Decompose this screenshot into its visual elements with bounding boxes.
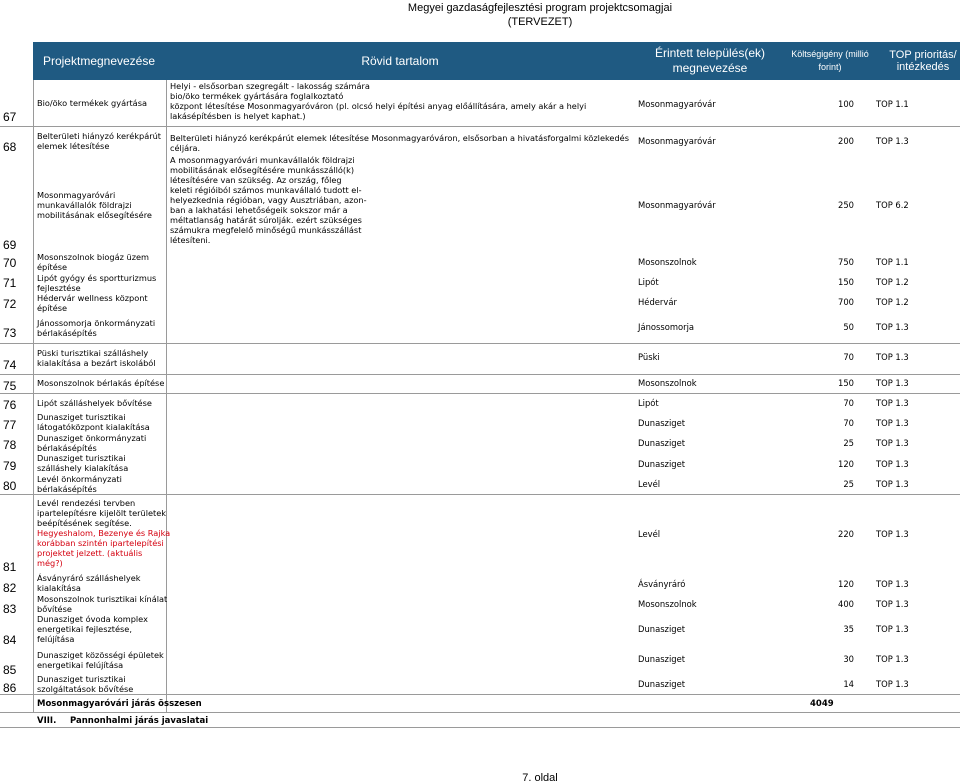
project-name: Levél önkormányzati bérlakásépítés [37, 474, 122, 494]
project-name: Dunasziget turisztikai szolgáltatások bővítése [37, 674, 134, 694]
cost: 30 [843, 654, 854, 664]
row-number: 86 [3, 681, 17, 695]
cost: 25 [843, 438, 854, 448]
location: Hédervár [638, 297, 677, 307]
grid-line [0, 343, 960, 344]
project-name: Dunasziget turisztikai látogatóközpont kialakítása [37, 412, 150, 432]
priority: TOP 1.3 [876, 529, 909, 539]
priority: TOP 1.3 [876, 679, 909, 689]
location: Dunasziget [638, 654, 686, 664]
row-number: 75 [3, 379, 17, 393]
row-number: 69 [3, 238, 17, 252]
location: Lipót [638, 398, 659, 408]
grid-line [0, 126, 960, 127]
priority: TOP 6.2 [876, 200, 909, 210]
cost: 400 [838, 599, 854, 609]
row-number: 72 [3, 297, 17, 311]
priority: TOP 1.3 [876, 599, 909, 609]
priority: TOP 1.1 [876, 99, 909, 109]
project-name: Belterületi hiányzó kerékpárút elemek létesítése [37, 131, 161, 151]
cost: 14 [843, 679, 854, 689]
project-name: Dunasziget turisztikai szálláshely kialakítása [37, 453, 129, 473]
location: Dunasziget [638, 438, 686, 448]
column-header-project: Projektmegnevezése [42, 54, 156, 68]
cost: 250 [838, 200, 854, 210]
row-number: 85 [3, 663, 17, 677]
row-number: 74 [3, 358, 17, 372]
priority: TOP 1.3 [876, 654, 909, 664]
row-number: 81 [3, 560, 17, 574]
cost: 70 [843, 352, 854, 362]
row-number: 77 [3, 418, 17, 432]
row-number: 71 [3, 276, 17, 290]
row-number: 78 [3, 438, 17, 452]
project-name: Püski turisztikai szálláshely kialakítása a bezárt iskolából [37, 348, 156, 368]
priority: TOP 1.3 [876, 136, 909, 146]
row-number: 67 [3, 110, 17, 124]
project-name: Dunasziget önkormányzati bérlakásépítés [37, 433, 147, 453]
column-header-cost: Költségigény (millió forint) [791, 49, 869, 72]
cost: 35 [843, 624, 854, 634]
priority: TOP 1.2 [876, 277, 909, 287]
cost: 750 [838, 257, 854, 267]
priority: TOP 1.3 [876, 579, 909, 589]
grid-line [0, 494, 960, 495]
project-name: Bio/öko termékek gyártása [37, 98, 147, 108]
location: Mosonmagyaróvár [638, 136, 716, 146]
location: Dunasziget [638, 624, 686, 634]
project-description: A mosonmagyaróvári munkavállalók földrajzi mobilitásának elősegítésére munkásszálló(k) létesítésére van szükség. Az ország, főleg keleti régióiból számos munkavállaló tudott el- helyezkednia régióban, vagy Ausztriában, azon- ban a lakhatási lehetőségeik sokszor már a méltatlanság határát súrolják. ezért szükséges számukra megfelelő minőségű munkásszállást létesíteni. [170, 155, 367, 245]
cost: 100 [838, 99, 854, 109]
location: Lipót [638, 277, 659, 287]
row-number: 70 [3, 256, 17, 270]
location: Mosonmagyaróvár [638, 200, 716, 210]
location: Dunasziget [638, 418, 686, 428]
page-subtitle: (TERVEZET) [507, 16, 573, 28]
cost: 120 [838, 459, 854, 469]
project-name: Mosonszolnok turisztikai kínálat bővítése [37, 594, 168, 614]
location: Levél [638, 529, 661, 539]
location: Mosonszolnok [638, 378, 697, 388]
grid-line [0, 374, 960, 375]
location: Mosonmagyaróvár [638, 99, 716, 109]
project-name: Dunasziget óvoda komplex energetikai fejlesztése, felújítása [37, 614, 148, 644]
cost: 700 [838, 297, 854, 307]
row-number: 82 [3, 581, 17, 595]
priority: TOP 1.1 [876, 257, 909, 267]
priority: TOP 1.3 [876, 352, 909, 362]
location: Püski [638, 352, 660, 362]
project-name: Jánossomorja önkormányzati bérlakásépítés [37, 318, 156, 338]
location: Jánossomorja [638, 322, 695, 332]
priority: TOP 1.3 [876, 378, 909, 388]
cost: 200 [838, 136, 854, 146]
location: Dunasziget [638, 459, 686, 469]
row-number: 83 [3, 602, 17, 616]
column-header-summary: Rövid tartalom [361, 54, 439, 68]
section-number: VIII. [37, 716, 57, 726]
grid-line [0, 727, 960, 728]
row-number: 76 [3, 398, 17, 412]
priority: TOP 1.3 [876, 624, 909, 634]
grid-line [0, 712, 960, 713]
cost: 150 [838, 277, 854, 287]
priority: TOP 1.3 [876, 438, 909, 448]
cost: 25 [843, 479, 854, 489]
project-description: Belterületi hiányzó kerékpárút elemek létesítése Mosonmagyaróváron, elsősorban a hivatásforgalmi közlekedés céljára. [170, 133, 629, 153]
grid-line [0, 694, 960, 695]
page-title: Megyei gazdaságfejlesztési program projektcsomagjai [407, 2, 673, 14]
priority: TOP 1.3 [876, 398, 909, 408]
column-header-priority: TOP prioritás/ intézkedés [889, 49, 957, 73]
cost: 70 [843, 418, 854, 428]
location: Levél [638, 479, 661, 489]
location: Dunasziget [638, 679, 686, 689]
project-description: Helyi - elsősorban szegregált - lakosság számára bio/öko termékek gyártására foglalkoztató központ létesítése Mosonmagyaróváron (pl. olcsó helyi építési anyag előállítására, amely akár a helyi lakásépítésben is helyet kaphat.) [170, 81, 587, 121]
cost: 70 [843, 398, 854, 408]
project-name: Lipót szálláshelyek bővítése [37, 398, 152, 408]
grid-line [0, 393, 960, 394]
project-name: Mosonszolnok biogáz üzem építése [37, 252, 150, 272]
page-number: 7. oldal [522, 772, 558, 784]
project-note: Hegyeshalom, Bezenye és Rajka korábban szintén ipartelepítési projektet jelzett. (aktuális még?) [37, 528, 171, 568]
project-name: Lipót gyógy és sportturizmus fejlesztése [37, 273, 157, 293]
project-name: Dunasziget közösségi épületek energetikai felújítása [37, 650, 164, 670]
row-number: 80 [3, 479, 17, 493]
priority: TOP 1.3 [876, 322, 909, 332]
row-number: 73 [3, 326, 17, 340]
priority: TOP 1.3 [876, 459, 909, 469]
cost: 50 [843, 322, 854, 332]
priority: TOP 1.2 [876, 297, 909, 307]
location: Mosonszolnok [638, 599, 697, 609]
summary-value: 4049 [810, 699, 834, 709]
project-name: Mosonmagyaróvári munkavállalók földrajzi mobilitásának elősegítésére [37, 190, 152, 220]
location: Mosonszolnok [638, 257, 697, 267]
summary-label: Mosonmagyaróvári járás összesen [37, 699, 202, 709]
project-name: Hédervár wellness központ építése [37, 293, 148, 313]
section-name: Pannonhalmi járás javaslatai [70, 716, 209, 726]
project-name: Mosonszolnok bérlakás építése [37, 378, 165, 388]
grid-line [166, 80, 167, 712]
grid-line [33, 80, 34, 712]
project-name: Levél rendezési tervben ipartelepítésre kijelölt területek beépítésének segítése. [37, 498, 167, 528]
row-number: 84 [3, 633, 17, 647]
cost: 220 [838, 529, 854, 539]
priority: TOP 1.3 [876, 479, 909, 489]
priority: TOP 1.3 [876, 418, 909, 428]
row-number: 68 [3, 140, 17, 154]
column-header-location: Érintett település(ek) megnevezése [654, 46, 766, 75]
cost: 150 [838, 378, 854, 388]
cost: 120 [838, 579, 854, 589]
row-number: 79 [3, 459, 17, 473]
location: Ásványráró [638, 579, 686, 589]
project-name: Ásványráró szálláshelyek kialakítása [37, 573, 141, 593]
